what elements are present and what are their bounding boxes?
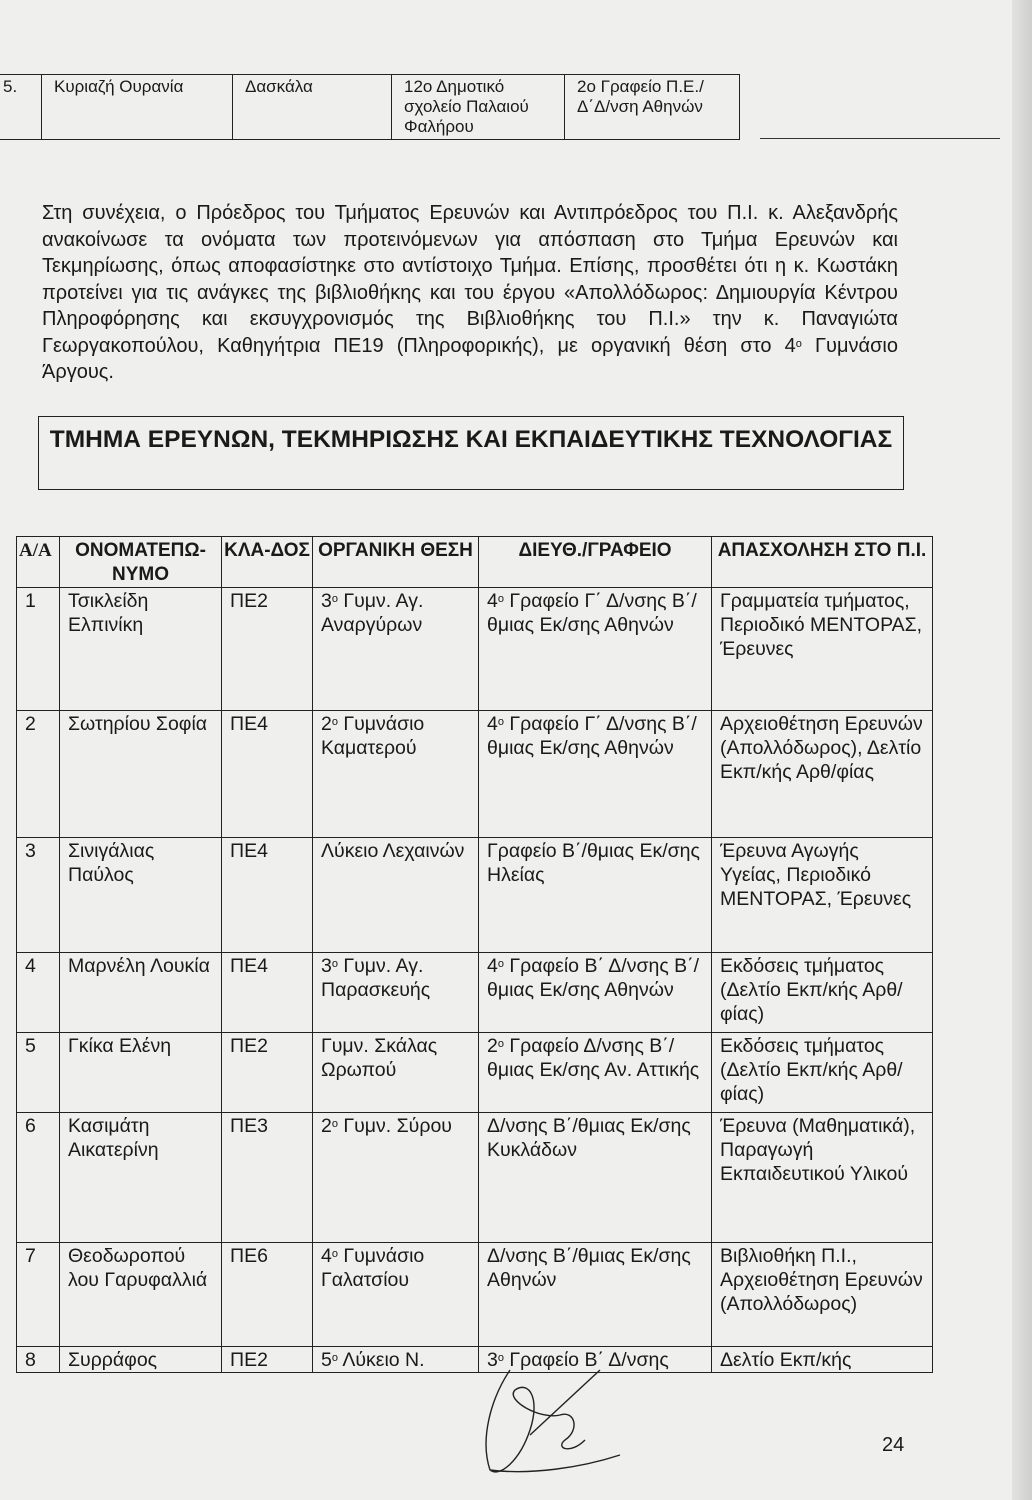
row-name: Θεοδωροπού λου Γαρυφαλλιά (60, 1243, 222, 1347)
row-name: Γκίκα Ελένη (60, 1033, 222, 1113)
header-occupation: ΑΠΑΣΧΟΛΗΣΗ ΣΤΟ Π.Ι. (712, 537, 933, 588)
cell-text: Γυμν. Σύρου (337, 1115, 452, 1137)
page-number: 24 (882, 1434, 905, 1456)
ordinal-superscript: ο (497, 1038, 504, 1050)
row-name: Κυριαζή Ουρανία (42, 75, 233, 140)
ordinal-superscript: ο (331, 958, 338, 970)
row-specialty: ΠΕ6 (222, 1243, 313, 1347)
row-position (313, 1033, 479, 1113)
row-name: Κασιμάτη Αικατερίνη (60, 1113, 222, 1243)
row-office (479, 711, 712, 838)
table-row (17, 953, 933, 1033)
row-name: Συρράφος (60, 1347, 222, 1373)
header-name: ΟΝΟΜΑΤΕΠΩ-ΝΥΜΟ (60, 537, 222, 588)
intro-tail: Γυμνάσιο Άργους. (42, 334, 898, 383)
table-row (0, 75, 740, 140)
ordinal-number: 5 (321, 1349, 332, 1371)
ordinal-superscript: ο (497, 1352, 504, 1364)
ordinal-superscript: ο (497, 716, 504, 728)
row-position (313, 711, 479, 838)
row-number: 7 (17, 1243, 60, 1347)
header-office: ΔΙΕΥΘ./ΓΡΑΦΕΙΟ (479, 537, 712, 588)
row-position (313, 1113, 479, 1243)
row-name: Τσικλείδη Ελπινίκη (60, 588, 222, 711)
row-name: Σινιγάλιας Παύλος (60, 838, 222, 953)
ordinal-number: 4 (487, 590, 498, 612)
intro-superscript: ο (795, 337, 802, 350)
department-title-box (38, 416, 904, 490)
row-position (313, 1243, 479, 1347)
cell-text: Γραφείο Β΄/θμιας Εκ/σης Ηλείας (487, 840, 700, 886)
table-row (17, 711, 933, 838)
table-row (17, 1113, 933, 1243)
row-number: 5. (0, 75, 42, 140)
row-specialty: ΠΕ2 (222, 588, 313, 711)
ordinal-number: 3 (321, 590, 332, 612)
row-specialty: Δασκάλα (233, 75, 392, 140)
row-occupation: Γραμματεία τμήματος, Περιοδικό ΜΕΝΤΟΡΑΣ, Έρευνες (712, 588, 933, 711)
row-specialty: ΠΕ4 (222, 838, 313, 953)
intro-paragraph (42, 200, 898, 386)
ordinal-number: 3 (487, 1349, 498, 1371)
row-office (479, 1113, 712, 1243)
row-number: 6 (17, 1113, 60, 1243)
cell-text: Δ/νσης Β΄/θμιας Εκ/σης Κυκλάδων (487, 1115, 691, 1161)
ordinal-superscript: ο (331, 1118, 338, 1130)
row-occupation: Έρευνα Αγωγής Υγείας, Περιοδικό ΜΕΝΤΟΡΑΣ, Έρευνες (712, 838, 933, 953)
cell-text: Γραφείο Γ΄ Δ/νσης Β΄/θμιας Εκ/σης Αθηνών (487, 590, 697, 636)
table-row (17, 588, 933, 711)
row-office (479, 1033, 712, 1113)
header-position: ΟΡΓΑΝΙΚΗ ΘΕΣΗ (313, 537, 479, 588)
row-specialty: ΠΕ3 (222, 1113, 313, 1243)
divider (760, 138, 1000, 139)
ordinal-number: 2 (487, 1035, 498, 1057)
cell-text: Δ/νσης Β΄/θμιας Εκ/σης Αθηνών (487, 1245, 691, 1291)
row-occupation: Έρευνα (Μαθηματικά), Παραγωγή Εκπαιδευτικού Υλικού (712, 1113, 933, 1243)
cell-text: Γραφείο Β΄ Δ/νσης Β΄/θμιας Εκ/σης Αθηνών (487, 955, 700, 1001)
row-occupation: Εκδόσεις τμήματος (Δελτίο Εκπ/κής Αρθ/φίας) (712, 953, 933, 1033)
cell-text: Γυμν. Αγ. Αναργύρων (321, 590, 424, 636)
cell-text: Γυμν. Σκάλας Ωρωπού (321, 1035, 438, 1081)
row-name: Σωτηρίου Σοφία (60, 711, 222, 838)
ordinal-number: 4 (487, 713, 498, 735)
table-row (17, 838, 933, 953)
row-occupation: Βιβλιοθήκη Π.Ι., Αρχειοθέτηση Ερευνών (Απολλόδωρος) (712, 1243, 933, 1347)
ordinal-superscript: ο (497, 593, 504, 605)
page-edge-shadow (1012, 0, 1032, 1500)
ordinal-number: 3 (321, 955, 332, 977)
signature-image (470, 1360, 640, 1485)
row-position (313, 953, 479, 1033)
cell-text: Γυμνάσιο Γαλατσίου (321, 1245, 425, 1291)
row-number: 8 (17, 1347, 60, 1373)
intro-text: Στη συνέχεια, ο Πρόεδρος του Τμήματος Ερευνών και Αντιπρόεδρος του Π.Ι. κ. Αλεξανδρής ανακοίνωσε τα ονόματα των προτεινόμενων για απόσπαση στο Τμήμα Ερευνών και Τεκμηρίωσης, όπως αποφασίστηκε στο αντίστοιχο Τμήμα. Επίσης, προσθέτει ότι η κ. Κωστάκη προτείνει για τις ανάγκες της βιβλιοθήκης και του έργου «Απολλόδωρος: Δημιουργία Κέντρου Πληροφόρησης και εκσυγχρονισμός της Βιβλιοθήκης του Π.Ι.» την κ. Παναγιώτα Γεωργακοπούλου, Καθηγήτρια ΠΕ19 (Πληροφορικής), με οργανική θέση στο 4 (42, 202, 898, 357)
cell-text: Γραφείο Γ΄ Δ/νσης Β΄/θμιας Εκ/σης Αθηνών (487, 713, 697, 759)
row-position (313, 588, 479, 711)
ordinal-superscript: ο (331, 1248, 338, 1260)
staff-table (16, 536, 933, 1373)
row-number: 3 (17, 838, 60, 953)
cell-text: Λύκειο Λεχαινών (321, 840, 465, 862)
row-office (479, 838, 712, 953)
ordinal-number: 4 (321, 1245, 332, 1267)
row-specialty: ΠΕ2 (222, 1033, 313, 1113)
cell-text: Γραφείο Β΄ Δ/νσης (503, 1349, 669, 1371)
row-name: Μαρνέλη Λουκία (60, 953, 222, 1033)
ordinal-superscript: ο (331, 1352, 338, 1364)
signature-icon (470, 1360, 640, 1480)
table-header-row (17, 537, 933, 588)
row-number: 5 (17, 1033, 60, 1113)
ordinal-superscript: ο (497, 958, 504, 970)
row-number: 2 (17, 711, 60, 838)
row-number: 4 (17, 953, 60, 1033)
row-number: 1 (17, 588, 60, 711)
row-occupation: Αρχειοθέτηση Ερευνών (Απολλόδωρος), Δελτίο Εκπ/κής Αρθ/φίας (712, 711, 933, 838)
ordinal-superscript: ο (331, 716, 338, 728)
row-position (313, 838, 479, 953)
ordinal-number: 4 (487, 955, 498, 977)
cell-text: Γυμν. Αγ. Παρασκευής (321, 955, 431, 1001)
row-office (479, 588, 712, 711)
cell-text: Λύκειο Ν. (337, 1349, 425, 1371)
header-num: Α/Α (17, 537, 60, 588)
ordinal-number: 2 (321, 1115, 332, 1137)
row-office (479, 1243, 712, 1347)
row-specialty: ΠΕ4 (222, 711, 313, 838)
table-row (17, 1033, 933, 1113)
row-office (479, 953, 712, 1033)
row-occupation: Δελτίο Εκπ/κής (712, 1347, 933, 1373)
table-row (17, 1243, 933, 1347)
cell-text: Γυμνάσιο Καματερού (321, 713, 425, 759)
previous-table-fragment (0, 74, 740, 140)
row-specialty: ΠΕ2 (222, 1347, 313, 1373)
ordinal-superscript: ο (331, 593, 338, 605)
ordinal-number: 2 (321, 713, 332, 735)
cell-text: Γραφείο Δ/νσης Β΄/θμιας Εκ/σης Αν. Αττικής (487, 1035, 700, 1081)
row-directorate: 2ο Γραφείο Π.Ε./Δ΄Δ/νση Αθηνών (565, 75, 740, 140)
row-occupation: Εκδόσεις τμήματος (Δελτίο Εκπ/κής Αρθ/φίας) (712, 1033, 933, 1113)
header-specialty: ΚΛΑ-ΔΟΣ (222, 537, 313, 588)
row-position: 12ο Δημοτικό σχολείο Παλαιού Φαλήρου (392, 75, 565, 140)
department-title: ΤΜΗΜΑ ΕΡΕΥΝΩΝ, ΤΕΚΜΗΡΙΩΣΗΣ ΚΑΙ ΕΚΠΑΙΔΕΥΤΙΚΗΣ ΤΕΧΝΟΛΟΓΙΑΣ (49, 426, 893, 453)
row-specialty: ΠΕ4 (222, 953, 313, 1033)
row-position (313, 1347, 479, 1373)
